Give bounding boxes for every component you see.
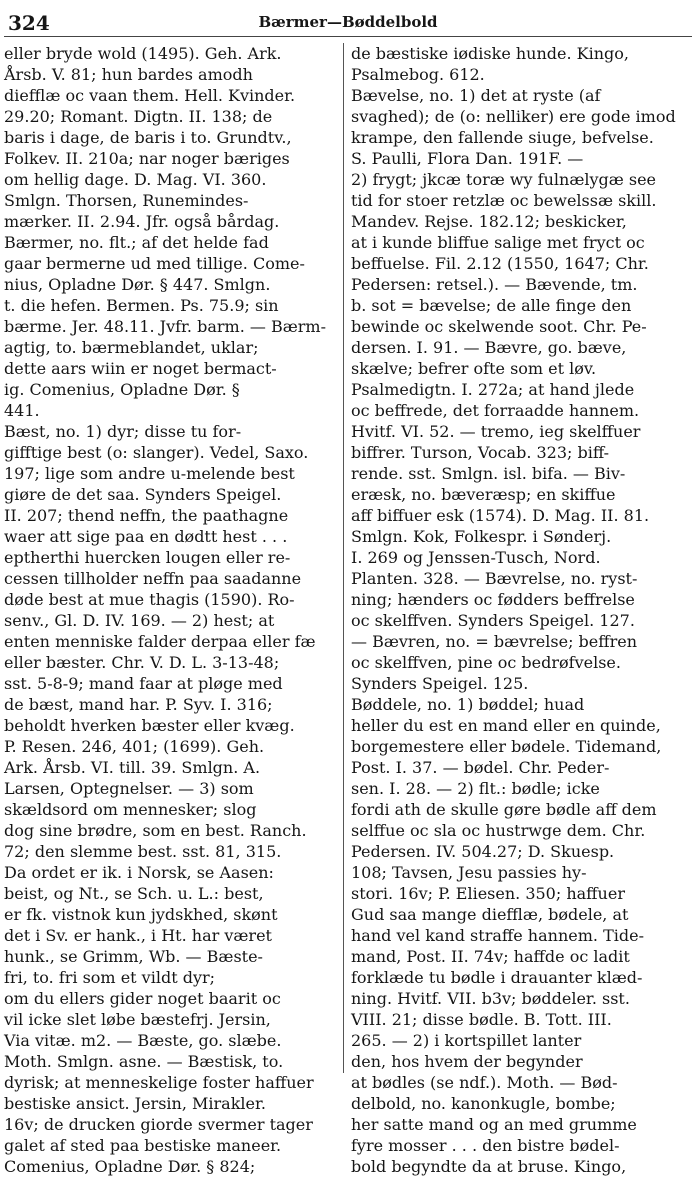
text-line: rende. sst. Smlgn. isl. bifa. — Biv-	[351, 464, 626, 483]
text-line: diefflæ oc vaan them. Hell. Kvinder.	[4, 86, 296, 105]
text-line: krampe, den fallende siuge, befvelse.	[351, 128, 654, 147]
text-line: tid for stoer retzlæ oc bewelssæ skill.	[351, 191, 657, 210]
text-line: bestiske ansict. Jersin, Mirakler.	[4, 1094, 266, 1113]
text-line: hunk., se Grimm, Wb. — Bæste-	[4, 947, 263, 966]
right-column	[344, 37, 683, 1176]
text-line: dersen. I. 91. — Bævre, go. bæve,	[351, 338, 627, 357]
left-column	[4, 37, 343, 1176]
text-line: Post. I. 37. — bødel. Chr. Peder-	[351, 758, 610, 777]
text-line: Bævelse, no. 1) det at ryste (af	[351, 86, 601, 105]
text-line: Ark. Årsb. VI. till. 39. Smlgn. A.	[4, 758, 261, 777]
text-line: Mandev. Rejse. 182.12; beskicker,	[351, 212, 627, 231]
text-line: svaghed); de (o: nelliker) ere gode imod	[351, 107, 676, 126]
text-line: bewinde oc skelwende soot. Chr. Pe-	[351, 317, 647, 336]
text-line: Bærmer, no. flt.; af det helde fad	[4, 233, 269, 252]
text-line: Planten. 328. — Bævrelse, no. ryst-	[351, 569, 638, 588]
text-line: enten menniske falder derpaa eller fæ	[4, 632, 316, 651]
text-line: 29.20; Romant. Digtn. II. 138; de	[4, 107, 273, 126]
text-line: ig. Comenius, Opladne Dør. §	[4, 380, 240, 399]
text-line: 265. — 2) i kortspillet lanter	[351, 1031, 582, 1050]
page-number: 324	[8, 11, 50, 35]
text-line: I. 269 og Jenssen-Tusch, Nord.	[351, 548, 601, 567]
text-line: sst. 5-8-9; mand faar at pløge med	[4, 674, 283, 693]
text-line: selffue oc sla oc hustrwge dem. Chr.	[351, 821, 646, 840]
text-line: Årsb. V. 81; hun bardes amodh	[4, 65, 253, 84]
text-line: eptherthi huercken lougen eller re-	[4, 548, 291, 567]
text-line: om hellig dage. D. Mag. VI. 360.	[4, 170, 267, 189]
text-line: døde best at mue thagis (1590). Ro-	[4, 590, 295, 609]
text-line: agtig, to. bærmeblandet, uklar;	[4, 338, 259, 357]
text-line: bold begyndte da at bruse. Kingo,	[351, 1157, 627, 1176]
text-line: at bødles (se ndf.). Moth. — Bød-	[351, 1073, 618, 1092]
text-line: S. Paulli, Flora Dan. 191F. —	[351, 149, 584, 168]
text-line: Smlgn. Thorsen, Runemindes-	[4, 191, 249, 210]
text-line: oc skelffven. Synders Speigel. 127.	[351, 611, 635, 630]
text-line: — Bævren, no. = bævrelse; beffren	[351, 632, 638, 651]
text-line: Folkev. II. 210a; nar noger bæriges	[4, 149, 290, 168]
running-head: Bærmer—Bøddelbold	[258, 13, 438, 31]
page-header	[4, 6, 692, 37]
text-line: gaar bermerne ud med tillige. Come-	[4, 254, 305, 273]
text-line: skældsord om mennesker; slog	[4, 800, 257, 819]
text-line: Da ordet er ik. i Norsk, se Aasen:	[4, 863, 274, 882]
text-line: eller bæster. Chr. V. D. L. 3-13-48;	[4, 653, 280, 672]
text-line: at i kunde bliffue salige met fryct oc	[351, 233, 645, 252]
text-line: fri, to. fri som et vildt dyr;	[4, 968, 216, 987]
text-line: gifftige best (o: slanger). Vedel, Saxo.	[4, 443, 309, 462]
text-line: ning; hænders oc fødders beffrelse	[351, 590, 635, 609]
text-line: er fk. vistnok kun jydskhed, skønt	[4, 905, 278, 924]
text-line: bærme. Jer. 48.11. Jvfr. barm. — Bærm-	[4, 317, 326, 336]
text-line: Bæst, no. 1) dyr; disse tu for-	[4, 422, 242, 441]
text-line: t. die hefen. Bermen. Ps. 75.9; sin	[4, 296, 279, 315]
text-line: forklæde tu bødle i drauanter klæd-	[351, 968, 643, 987]
text-line: hand vel kand straffe hannem. Tide-	[351, 926, 644, 945]
text-line: Synders Speigel. 125.	[351, 674, 529, 693]
text-line: det i Sv. er hank., i Ht. har været	[4, 926, 272, 945]
text-line: om du ellers gider noget baarit oc	[4, 989, 281, 1008]
text-line: senv., Gl. D. IV. 169. — 2) hest; at	[4, 611, 275, 630]
text-line: eller bryde wold (1495). Geh. Ark.	[4, 44, 282, 63]
text-line: beholdt hverken bæster eller kvæg.	[4, 716, 295, 735]
text-line: 441.	[4, 401, 40, 420]
text-line: Via vitæ. m2. — Bæste, go. slæbe.	[4, 1031, 282, 1050]
text-line: II. 207; thend neffn, the paathagne	[4, 506, 289, 525]
text-line: Psalmebog. 612.	[351, 65, 485, 84]
text-line: ning. Hvitf. VII. b3v; bøddeler. sst.	[351, 989, 630, 1008]
text-line: sen. I. 28. — 2) flt.: bødle; icke	[351, 779, 600, 798]
text-line: fyre mosser . . . den bistre bødel-	[351, 1136, 620, 1155]
text-line: Moth. Smlgn. asne. — Bæstisk, to.	[4, 1052, 284, 1071]
text-line: mand, Post. II. 74v; haffde oc ladit	[351, 947, 630, 966]
text-line: delbold, no. kanonkugle, bombe;	[351, 1094, 616, 1113]
text-line: galet af sted paa bestiske maneer.	[4, 1136, 282, 1155]
text-line: heller du est en mand eller en quinde,	[351, 716, 661, 735]
text-line: borgemestere eller bødele. Tidemand,	[351, 737, 662, 756]
text-line: 197; lige som andre u-melende best	[4, 464, 295, 483]
text-line: 2) frygt; jkcæ toræ wy fulnælygæ see	[351, 170, 657, 189]
text-line: den, hos hvem der begynder	[351, 1052, 583, 1071]
text-line: cessen tillholder neffn paa saadanne	[4, 569, 302, 588]
text-line: oc beffrede, det forraadde hannem.	[351, 401, 640, 420]
text-line: Comenius, Opladne Dør. § 824;	[4, 1157, 256, 1176]
text-line: dog sine brødre, som en best. Ranch.	[4, 821, 307, 840]
text-line: her satte mand og an med grumme	[351, 1115, 637, 1134]
text-line: dyrisk; at menneskelige foster haffuer	[4, 1073, 314, 1092]
text-line: Larsen, Optegnelser. — 3) som	[4, 779, 254, 798]
text-line: Gud saa mange diefflæ, bødele, at	[351, 905, 629, 924]
text-line: de bæst, mand har. P. Syv. I. 316;	[4, 695, 273, 714]
text-line: eræsk, no. bæveræsp; en skiffue	[351, 485, 616, 504]
text-line: Bøddele, no. 1) bøddel; huad	[351, 695, 585, 714]
text-line: waer att sige paa en dødtt hest . . .	[4, 527, 288, 546]
text-line: 108; Tavsen, Jesu passies hy-	[351, 863, 587, 882]
text-line: VIII. 21; disse bødle. B. Tott. III.	[351, 1010, 612, 1029]
text-line: dette aars wiin er noget bermact-	[4, 359, 277, 378]
text-line: mærker. II. 2.94. Jfr. også bårdag.	[4, 212, 280, 231]
text-line: Psalmedigtn. I. 272a; at hand jlede	[351, 380, 635, 399]
text-line: beffuelse. Fil. 2.12 (1550, 1647; Chr.	[351, 254, 649, 273]
text-line: stori. 16v; P. Eliesen. 350; haffuer	[351, 884, 625, 903]
text-line: Pedersen: retsel.). — Bævende, tm.	[351, 275, 638, 294]
text-line: giøre de det saa. Synders Speigel.	[4, 485, 282, 504]
text-line: b. sot = bævelse; de alle finge den	[351, 296, 632, 315]
text-line: vil icke slet løbe bæstefrj. Jersin,	[4, 1010, 271, 1029]
text-line: baris i dage, de baris i to. Grundtv.,	[4, 128, 292, 147]
text-line: Hvitf. VI. 52. — tremo, ieg skelffuer	[351, 422, 641, 441]
text-line: nius, Opladne Dør. § 447. Smlgn.	[4, 275, 271, 294]
text-line: Smlgn. Kok, Folkespr. i Sønderj.	[351, 527, 612, 546]
text-line: beist, og Nt., se Sch. u. L.: best,	[4, 884, 264, 903]
text-line: de bæstiske iødiske hunde. Kingo,	[351, 44, 629, 63]
text-line: P. Resen. 246, 401; (1699). Geh.	[4, 737, 265, 756]
text-line: 72; den slemme best. sst. 81, 315.	[4, 842, 282, 861]
text-line: aff biffuer esk (1574). D. Mag. II. 81.	[351, 506, 650, 525]
text-line: biffrer. Turson, Vocab. 323; biff-	[351, 443, 610, 462]
text-line: Pedersen. IV. 504.27; D. Skuesp.	[351, 842, 615, 861]
text-line: 16v; de drucken giorde svermer tager	[4, 1115, 313, 1134]
text-line: fordi ath de skulle gøre bødle aff dem	[351, 800, 657, 819]
text-line: skælve; befrer ofte som et løv.	[351, 359, 597, 378]
text-line: oc skelffven, pine oc bedrøfvelse.	[351, 653, 621, 672]
text-columns	[4, 37, 692, 1176]
